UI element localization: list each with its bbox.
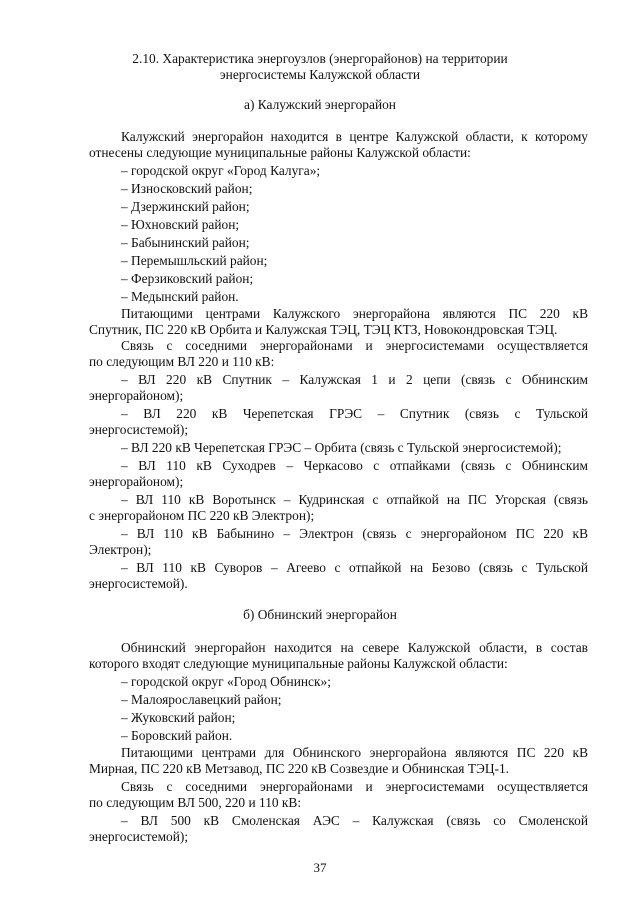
power-line-item: – ВЛ 220 кВ Спутник – Калужская 1 и 2 цепи (связь с Обнинским bbox=[121, 372, 588, 387]
paragraph-line: Питающими центрами для Обнинского энергорайона являются ПС 220 кВ bbox=[121, 745, 588, 760]
list-item: – городской округ «Город Обнинск»; bbox=[121, 674, 331, 689]
power-line-item: – ВЛ 110 кВ Бабынино – Электрон (связь с энергорайоном ПС 220 кВ bbox=[121, 526, 588, 541]
paragraph-line: отнесены следующие муниципальные районы Калужской области: bbox=[89, 145, 471, 160]
power-line-item-cont: энергосистемой); bbox=[89, 829, 189, 844]
list-item: – Юхновский район; bbox=[121, 217, 240, 232]
list-item: – Медынский район. bbox=[121, 289, 239, 304]
paragraph-line: Спутник, ПС 220 кВ Орбита и Калужская ТЭЦ, ТЭЦ КТЗ, Новокондровская ТЭЦ. bbox=[89, 322, 558, 337]
paragraph-line: Питающими центрами Калужского энергорайона являются ПС 220 кВ bbox=[121, 306, 588, 321]
subsection-title-b: б) Обнинский энергорайон bbox=[243, 607, 397, 622]
paragraph-line: по следующим ВЛ 220 и 110 кВ: bbox=[89, 354, 275, 369]
paragraph-line: Обнинский энергорайон находится на севере Калужской области, в состав bbox=[121, 640, 588, 655]
list-item: – Бабынинский район; bbox=[121, 235, 250, 250]
paragraph-line: Связь с соседними энергорайонами и энергосистемами осуществляется bbox=[121, 338, 588, 353]
paragraph-line: Связь с соседними энергорайонами и энергосистемами осуществляется bbox=[121, 779, 588, 794]
page-number: 37 bbox=[313, 860, 327, 875]
section-heading-line-1: 2.10. Характеристика энергоузлов (энергорайонов) на территории bbox=[132, 51, 508, 66]
power-line-item: – ВЛ 220 кВ Черепетская ГРЭС – Орбита (связь с Тульской энергосистемой); bbox=[121, 440, 562, 455]
list-item: – городской округ «Город Калуга»; bbox=[121, 163, 321, 178]
list-item: – Малоярославецкий район; bbox=[121, 692, 282, 707]
section-heading-line-2: энергосистемы Калужской области bbox=[219, 67, 421, 82]
power-line-item: – ВЛ 110 кВ Суходрев – Черкасово с отпайками (связь с Обнинским bbox=[121, 458, 588, 473]
power-line-item-cont: с энергорайоном ПС 220 кВ Электрон); bbox=[89, 508, 315, 523]
power-line-item: – ВЛ 110 кВ Воротынск – Кудринская с отпайкой на ПС Угорская (связь bbox=[121, 492, 588, 507]
paragraph-line: Калужский энергорайон находится в центре Калужской области, к которому bbox=[121, 129, 588, 144]
power-line-item: – ВЛ 500 кВ Смоленская АЭС – Калужская (связь со Смоленской bbox=[121, 813, 588, 828]
power-line-item-cont: Электрон); bbox=[89, 542, 152, 557]
power-line-item-cont: энергосистемой); bbox=[89, 422, 189, 437]
power-line-item-cont: энергосистемой). bbox=[89, 576, 188, 591]
list-item: – Перемышльский район; bbox=[121, 253, 268, 268]
list-item: – Боровский район. bbox=[121, 728, 233, 743]
list-item: – Жуковский район; bbox=[121, 710, 236, 725]
power-line-item: – ВЛ 110 кВ Суворов – Агеево с отпайкой на Безово (связь с Тульской bbox=[121, 560, 588, 575]
list-item: – Износковский район; bbox=[121, 181, 253, 196]
paragraph-line: Мирная, ПС 220 кВ Метзавод, ПС 220 кВ Созвездие и Обнинская ТЭЦ-1. bbox=[89, 761, 510, 776]
paragraph-line: по следующим ВЛ 500, 220 и 110 кВ: bbox=[89, 795, 302, 810]
list-item: – Дзержинский район; bbox=[121, 199, 250, 214]
power-line-item: – ВЛ 220 кВ Черепетская ГРЭС – Спутник (связь с Тульской bbox=[121, 406, 588, 421]
list-item: – Ферзиковский район; bbox=[121, 271, 254, 286]
paragraph-line: которого входят следующие муниципальные районы Калужской области: bbox=[89, 656, 508, 671]
power-line-item-cont: энергорайоном); bbox=[89, 388, 184, 403]
power-line-item-cont: энергорайоном); bbox=[89, 474, 184, 489]
subsection-title-a: а) Калужский энергорайон bbox=[244, 97, 396, 112]
